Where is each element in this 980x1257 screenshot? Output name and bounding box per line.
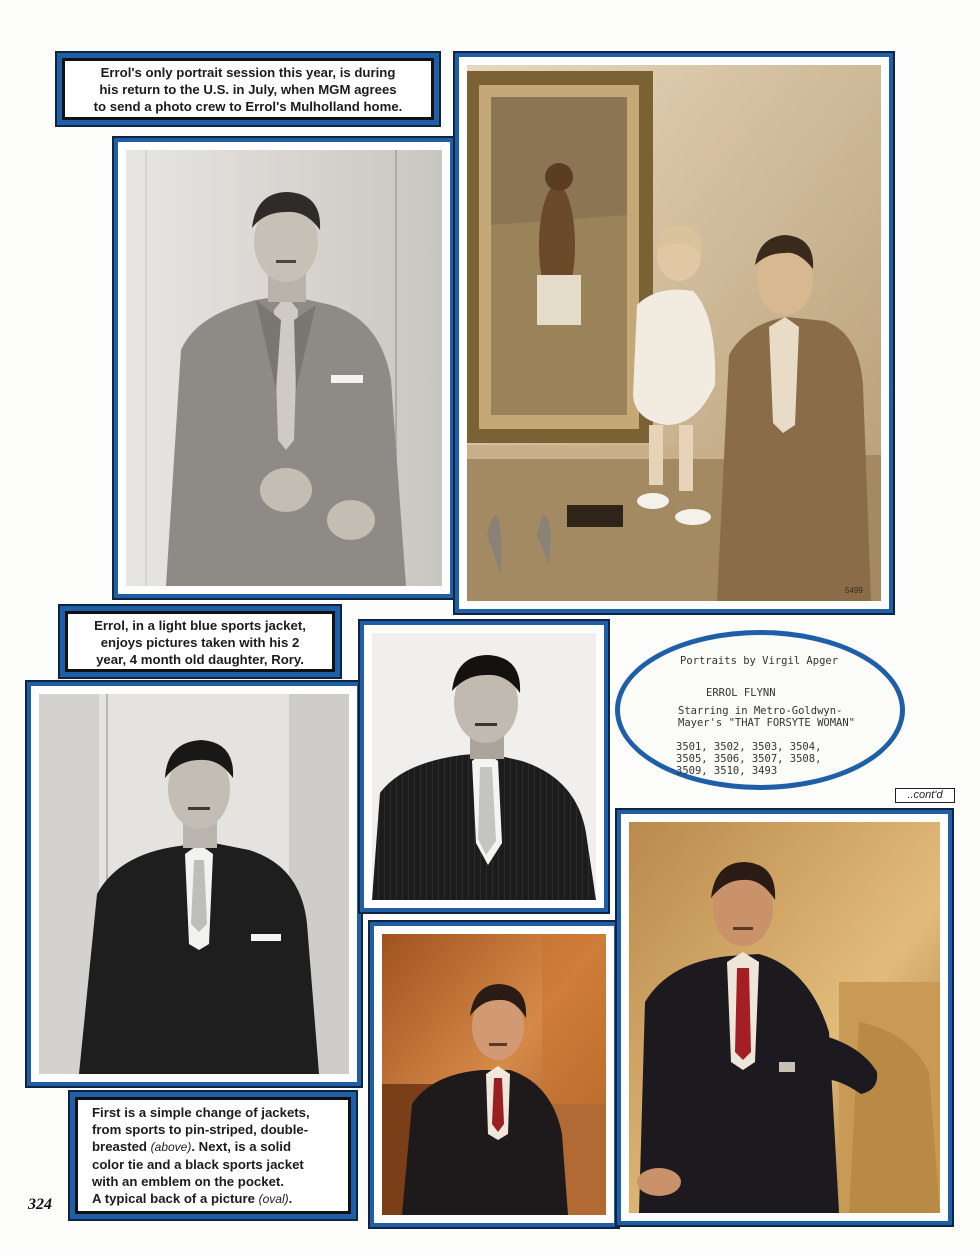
photo-image (629, 822, 940, 1213)
caption-note: (oval) (258, 1192, 289, 1206)
caption-line: Errol's only portrait session this year, is during (100, 65, 396, 80)
caption-portrait-session (62, 58, 434, 120)
photo-image (372, 633, 596, 900)
photo-negative-number: 5499 (845, 586, 863, 595)
stamp-numbers: 3509, 3510, 3493 (676, 765, 778, 777)
photo-frame-with-daughter (455, 53, 893, 613)
stamp-actor-name: ERROL FLYNN (706, 687, 776, 699)
caption-text: . (288, 1191, 293, 1206)
photo-errol-color-seated (382, 934, 606, 1215)
continued-label: ..cont'd (895, 788, 955, 803)
oval-photo-back-stamp (615, 630, 905, 790)
caption-line: enjoys pictures taken with his 2 (100, 635, 300, 650)
stamp-starring: Starring in Metro-Goldwyn- (678, 705, 843, 717)
photo-image (39, 694, 349, 1074)
page-number: 324 (28, 1196, 52, 1213)
caption-line: his return to the U.S. in July, when MGM agrees (99, 82, 397, 97)
caption-line: First is a simple change of jackets, (92, 1105, 310, 1120)
photo-errol-pinstripe (372, 633, 596, 900)
caption-text: A typical back of a picture (92, 1191, 255, 1206)
caption-line (92, 1190, 342, 1208)
caption-line: Errol, in a light blue sports jacket, (94, 618, 306, 633)
photo-errol-grey-suit (126, 150, 442, 586)
caption-line: color tie and a black sports jacket (92, 1157, 304, 1172)
photo-image (467, 65, 881, 601)
photo-errol-color-emblem (629, 822, 940, 1213)
caption-text: breasted (92, 1139, 147, 1154)
photo-frame-pinstripe (360, 621, 608, 912)
photo-errol-with-daughter (467, 65, 881, 601)
caption-line: to send a photo crew to Errol's Mulholland home. (93, 99, 403, 114)
photo-image (126, 150, 442, 586)
caption-light-blue-jacket (65, 611, 335, 672)
photo-frame-color-emblem (617, 810, 952, 1225)
photo-frame-double-breasted (27, 682, 361, 1086)
caption-note: (above) (150, 1140, 192, 1154)
stamp-film-title: Mayer's "THAT FORSYTE WOMAN" (678, 717, 856, 729)
caption-text: . Next, is a solid (191, 1139, 292, 1154)
photo-errol-double-breasted (39, 694, 349, 1074)
photo-frame-color-seated (370, 922, 618, 1227)
photo-image (382, 934, 606, 1215)
caption-line: with an emblem on the pocket. (92, 1174, 284, 1189)
stamp-numbers: 3505, 3506, 3507, 3508, (676, 753, 822, 765)
caption-line: year, 4 month old daughter, Rory. (96, 652, 304, 667)
caption-jacket-changes (75, 1097, 351, 1214)
stamp-numbers: 3501, 3502, 3503, 3504, (676, 741, 822, 753)
caption-line (92, 1138, 342, 1156)
stamp-photographer: Portraits by Virgil Apger (680, 655, 839, 667)
caption-line: from sports to pin-striped, double- (92, 1122, 309, 1137)
photo-frame-grey-suit (114, 138, 454, 598)
